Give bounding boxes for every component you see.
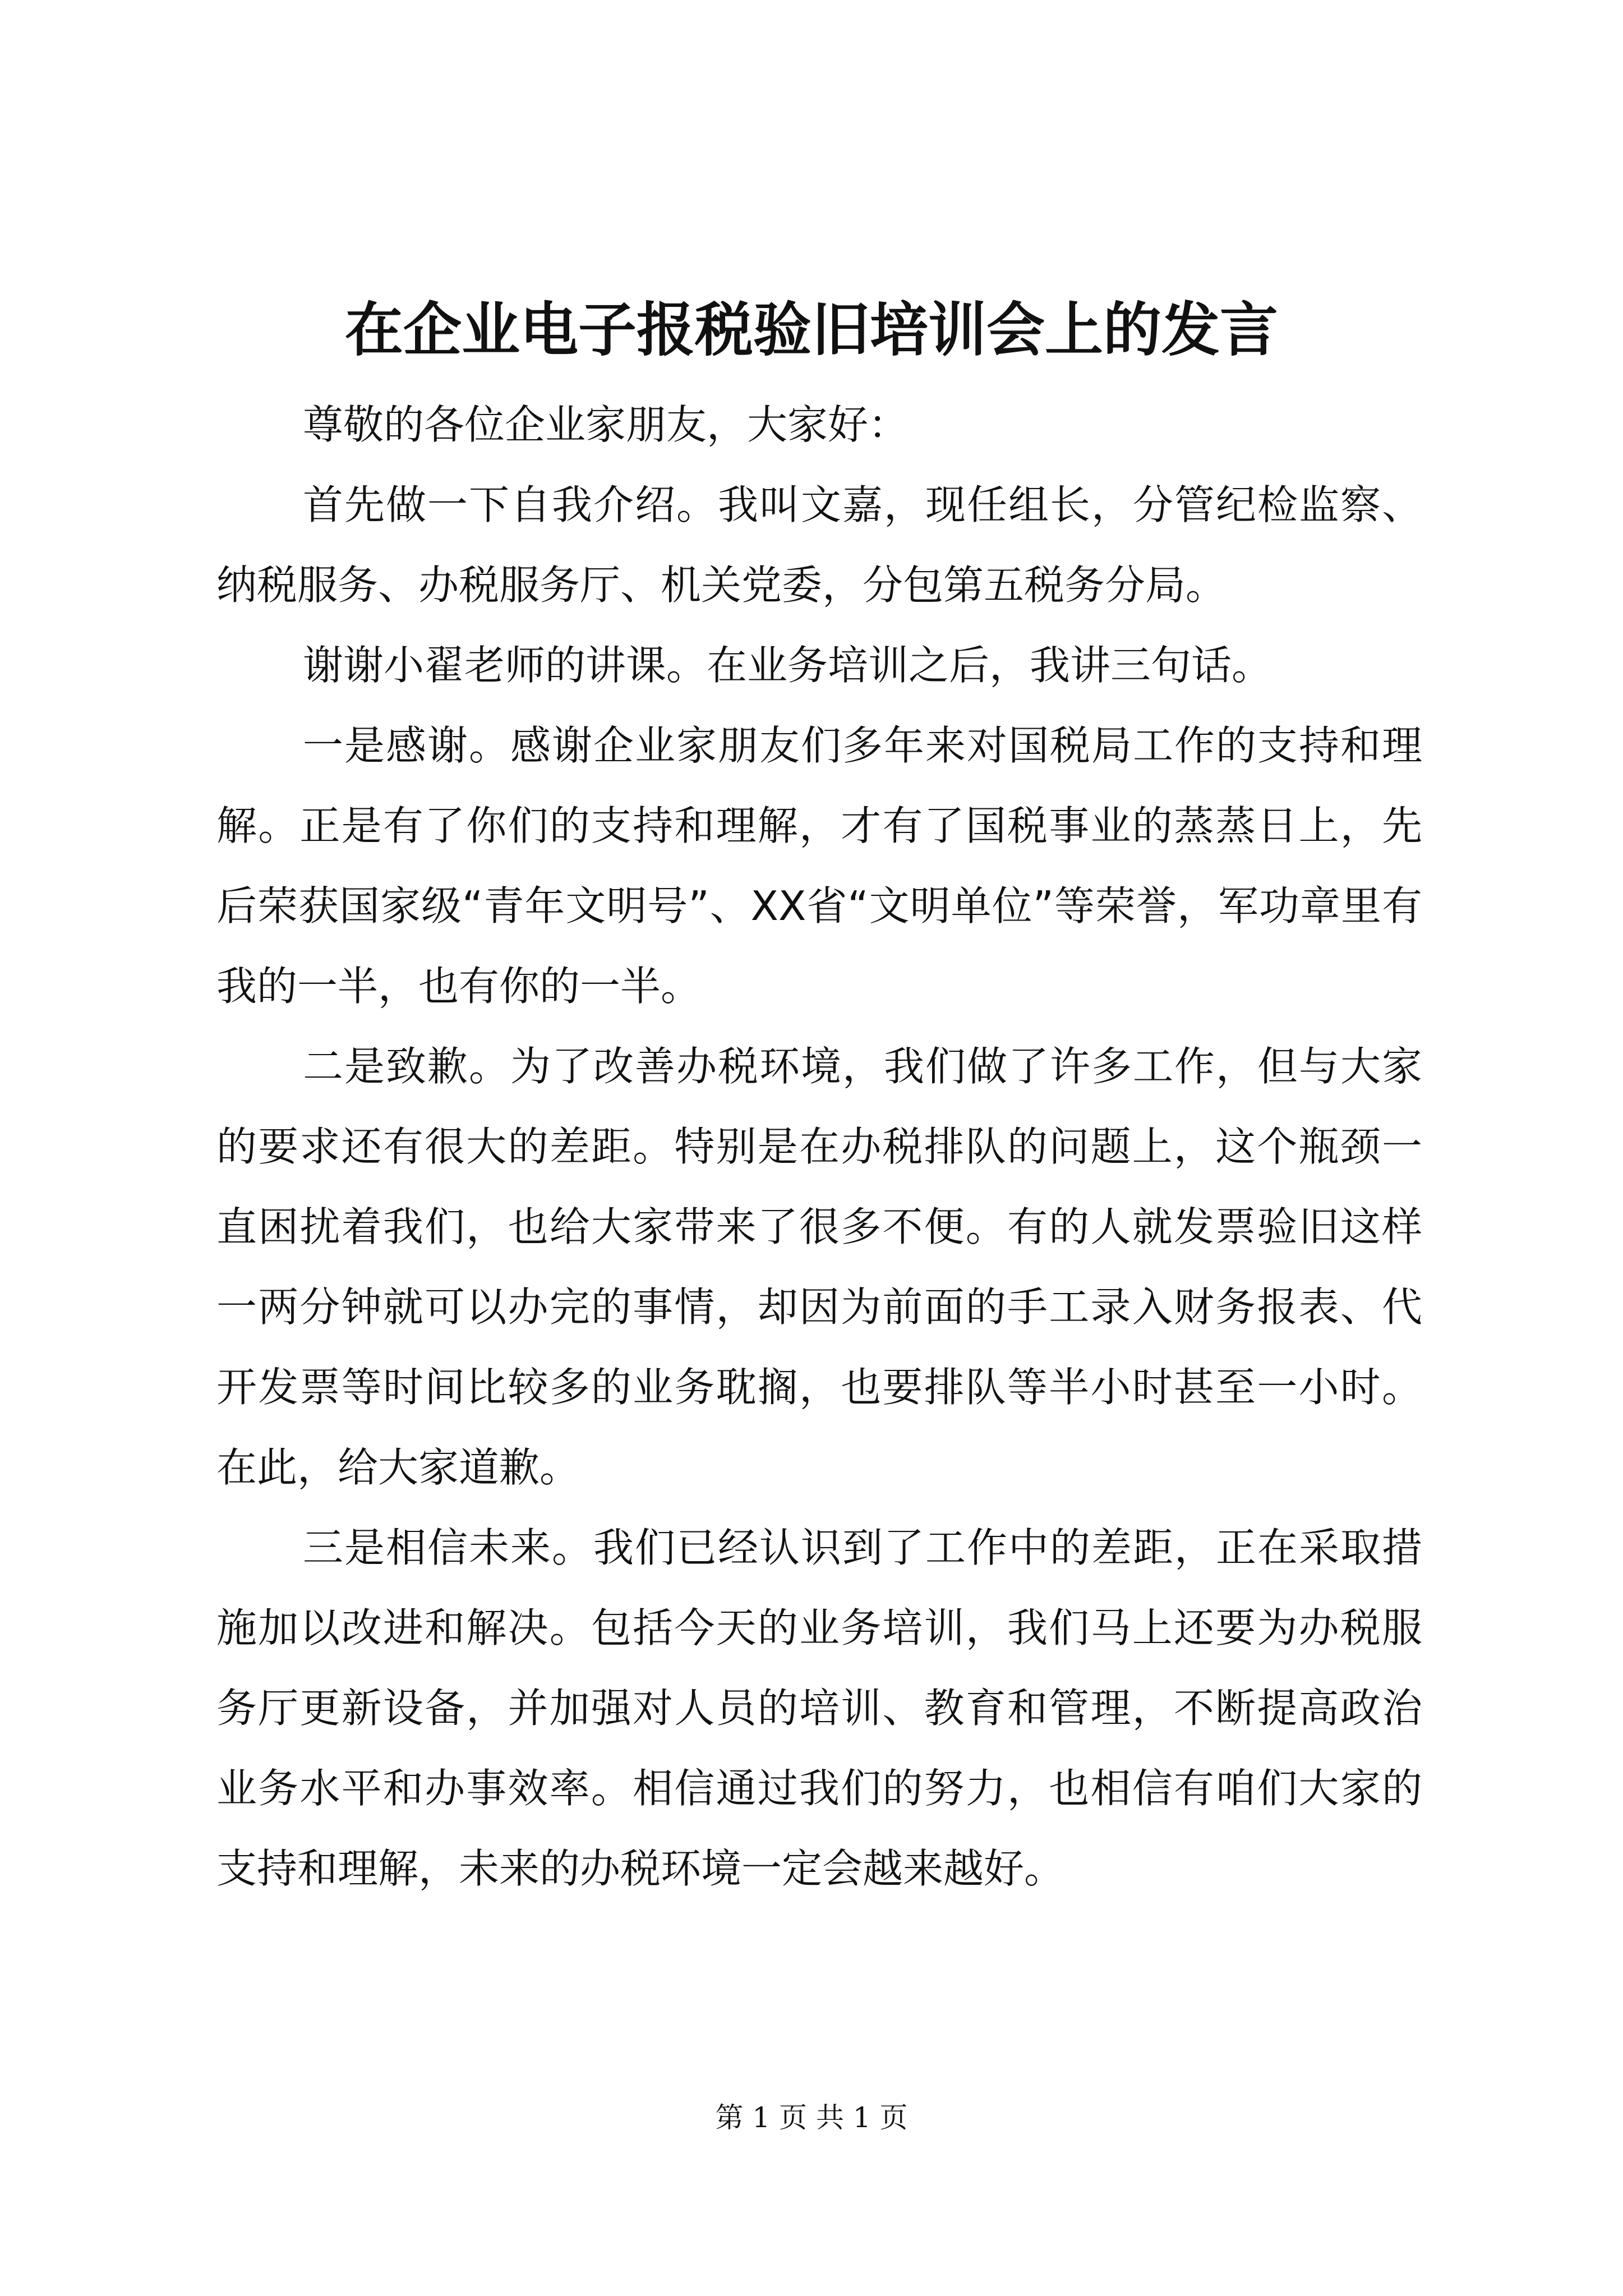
page-footer: 第 1 页 共 1 页 <box>715 2101 908 2134</box>
paragraph-introduction: 首先做一下自我介绍。我叫文嘉，现任组长，分管纪检监察、纳税服务、办税服务厅、机关党委，分包第五税务分局。 <box>216 481 1422 609</box>
paragraph-point-three: 三是相信未来。我们已经认识到了工作中的差距，正在采取措施加以改进和解决。包括今天的业务培训，我们马上还要为办税服务厅更新设备，并加强对人员的培训、教育和管理，不断提高政治业务水平和办事效率。相信通过我们的努力，也相信有咱们大家的支持和理解，未来的办税环境一定会越来越好。 <box>216 1524 1422 1892</box>
document-title: 在企业电子报税验旧培训会上的发言 <box>344 295 1278 364</box>
document-body <box>216 385 1422 1909</box>
paragraph-point-two: 二是致歉。为了改善办税环境，我们做了许多工作，但与大家的要求还有很大的差距。特别是在办税排队的问题上，这个瓶颈一直困扰着我们，也给大家带来了很多不便。有的人就发票验旧这样一两分钟就可以办完的事情，却因为前面的手工录入财务报表、代开发票等时间比较多的业务耽搁，也要排队等半小时甚至一小时。在此，给大家道歉。 <box>216 1043 1422 1491</box>
paragraph-greeting: 尊敬的各位企业家朋友，大家好： <box>303 401 909 448</box>
paragraph-point-one: 一是感谢。感谢企业家朋友们多年来对国税局工作的支持和理解。正是有了你们的支持和理解，才有了国税事业的蒸蒸日上，先后荣获国家级“青年文明号”、XX省“文明单位”等荣誉，军功章里有我的一半，也有你的一半。 <box>216 722 1422 1010</box>
paragraph-thanks-teacher: 谢谢小翟老师的讲课。在业务培训之后，我讲三句话。 <box>303 642 1272 689</box>
